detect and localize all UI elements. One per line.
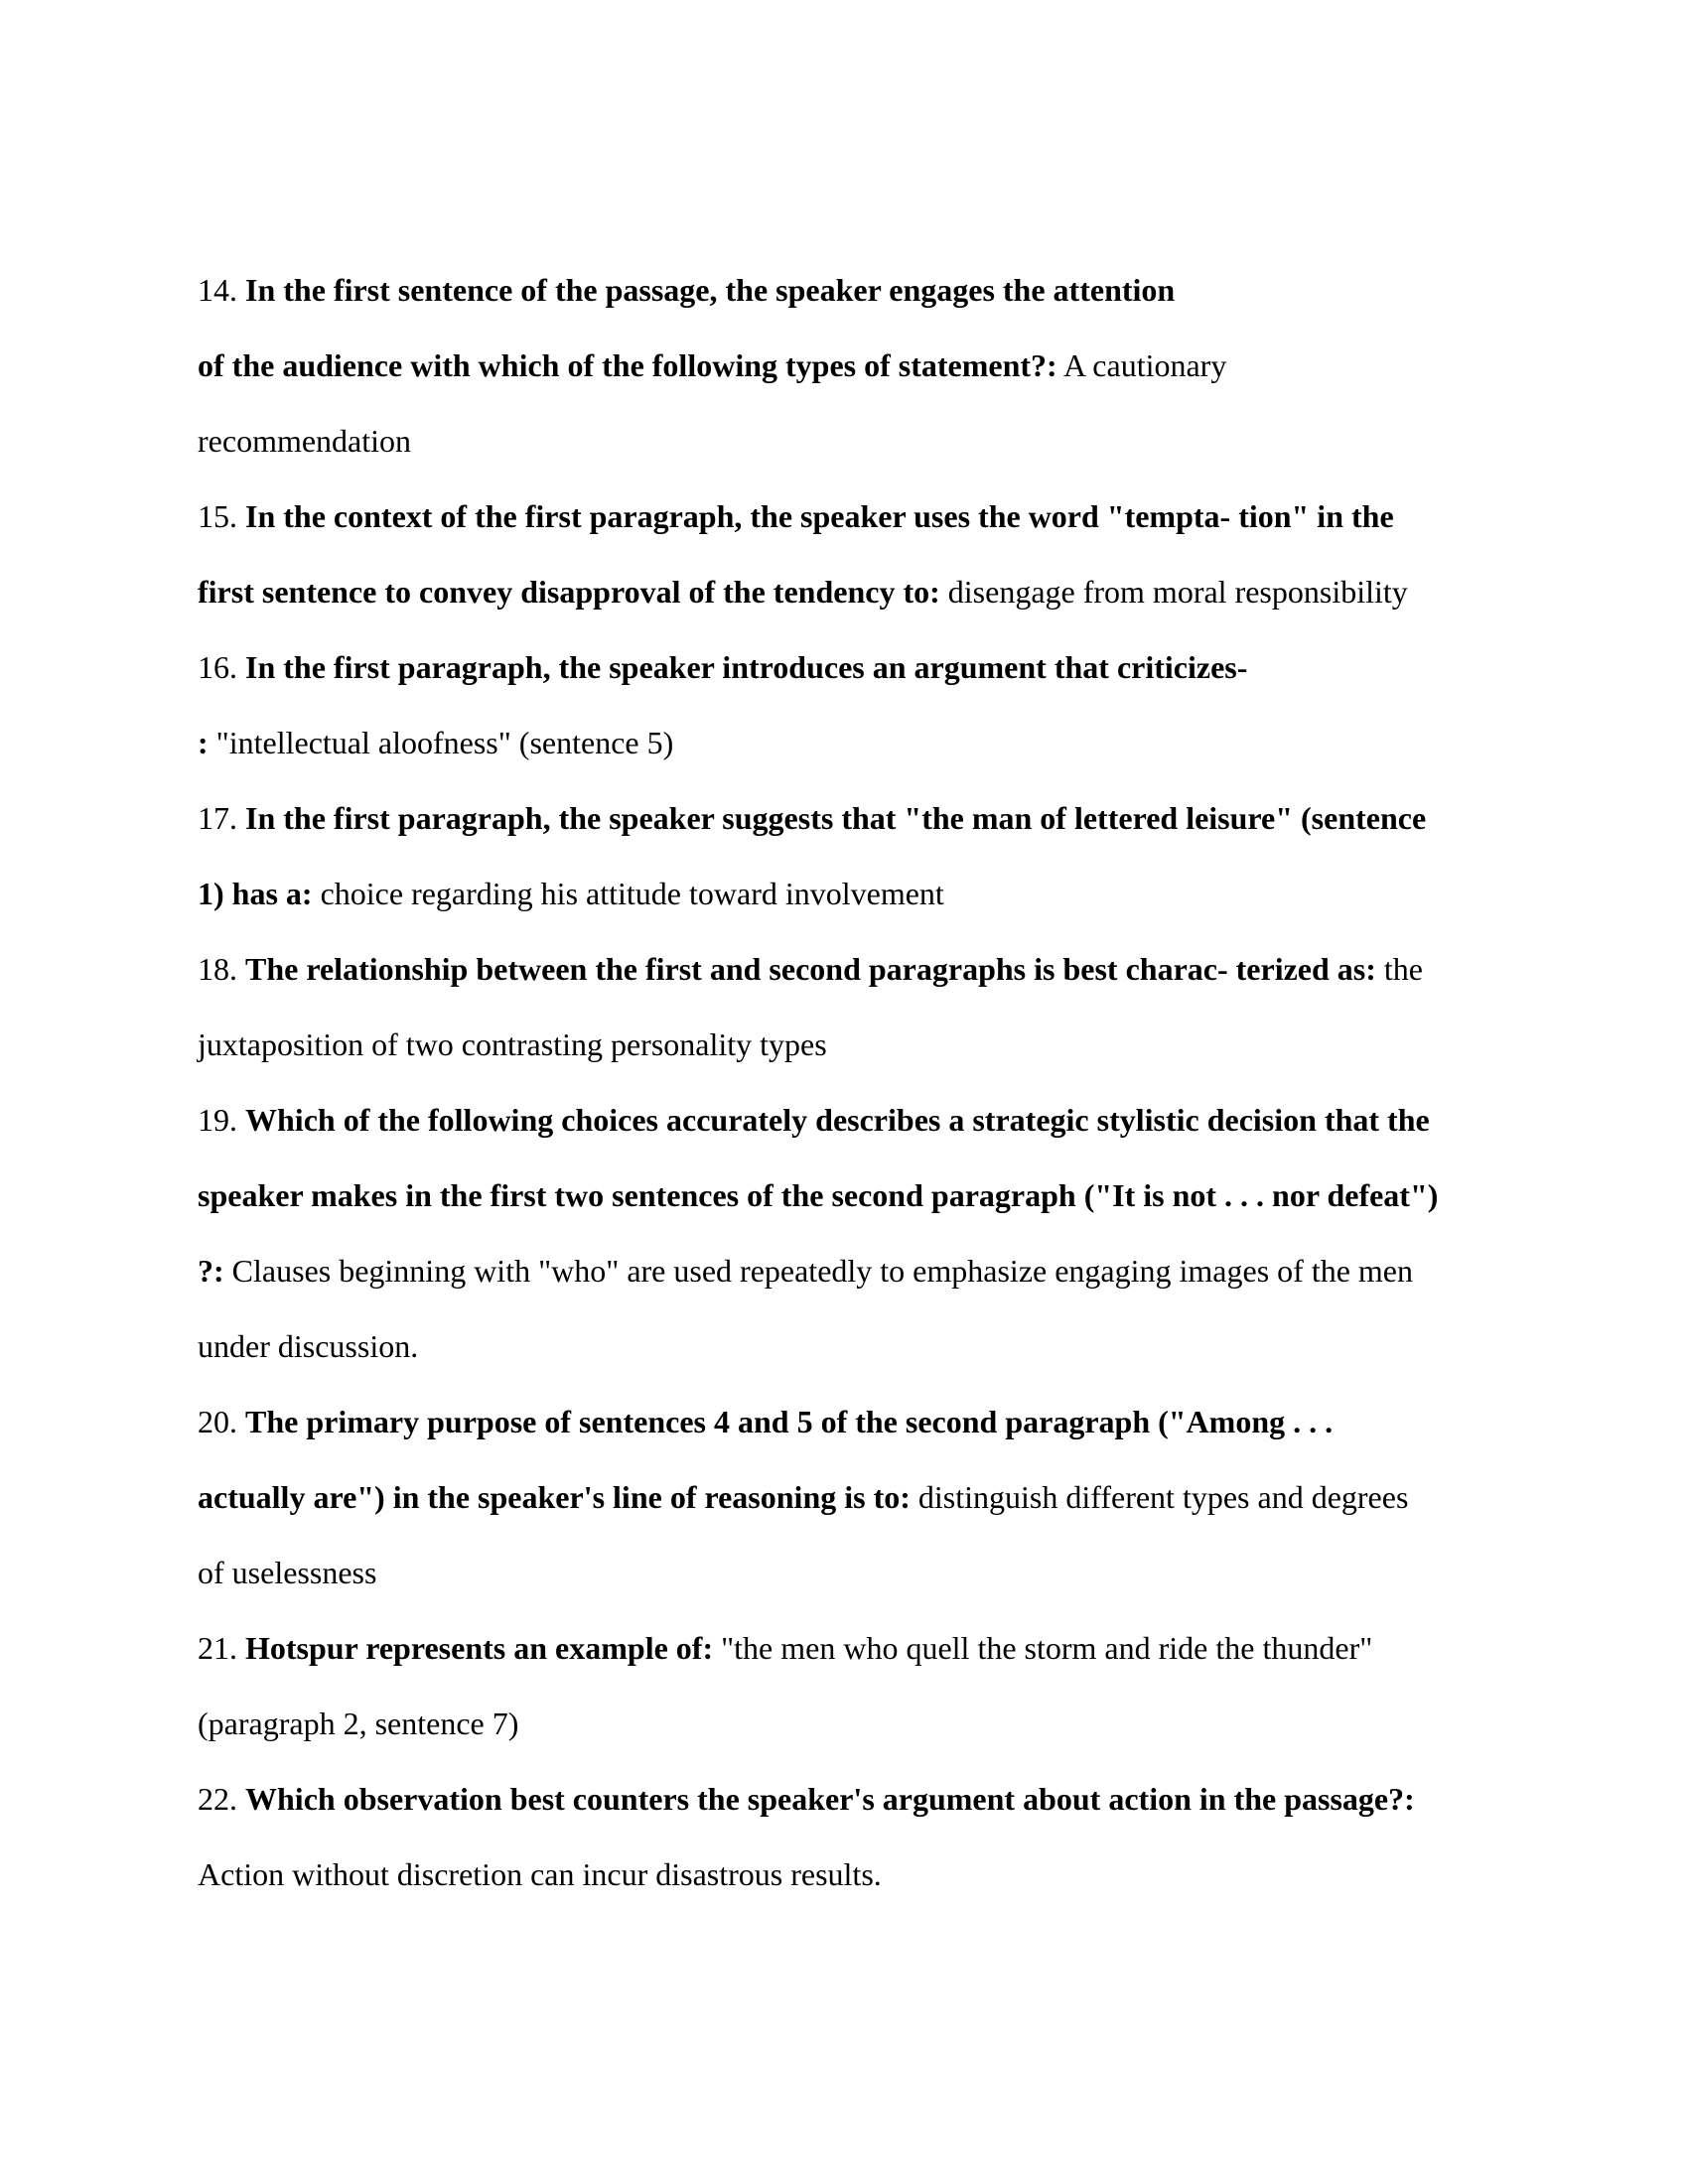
q21-question-part-1: Hotspur represents an example of: bbox=[245, 1630, 714, 1666]
q17-question-part-2: 1) has a: bbox=[198, 876, 313, 911]
q20-line-3 bbox=[198, 1553, 376, 1592]
q18-line-1 bbox=[198, 949, 1423, 989]
q22-line-2 bbox=[198, 1854, 882, 1894]
q17-question-part-1: In the first paragraph, the speaker suggests that "the man of lettered leisure" (sentence bbox=[245, 800, 1427, 836]
q16-line-2 bbox=[198, 723, 673, 762]
q20-question-part-1: The primary purpose of sentences 4 and 5 of the second paragraph ("Among . . . bbox=[245, 1404, 1334, 1439]
q19-question-part-3: ?: bbox=[198, 1253, 224, 1289]
q16-question-part-1: In the first paragraph, the speaker introduces an argument that criticizes- bbox=[245, 649, 1248, 685]
q21-number: 21. bbox=[198, 1630, 237, 1666]
q14-question-part-1: In the first sentence of the passage, the speaker engages the attention bbox=[245, 272, 1176, 308]
q16-number: 16. bbox=[198, 649, 237, 685]
q21-answer-cont: (paragraph 2, sentence 7) bbox=[198, 1706, 519, 1741]
q14-answer-cont: recommendation bbox=[198, 423, 412, 459]
q14-answer: A cautionary bbox=[1062, 347, 1227, 383]
q19-question-part-1: Which of the following choices accurately describes a strategic stylistic decision that the bbox=[245, 1102, 1430, 1138]
q20-question-part-2: actually are") in the speaker's line of reasoning is to: bbox=[198, 1479, 911, 1515]
q21-answer: "the men who quell the storm and ride the thunder" bbox=[721, 1630, 1373, 1666]
q15-question-part-1: In the context of the first paragraph, the speaker uses the word "tempta- tion" in the bbox=[245, 498, 1394, 534]
q19-answer-cont: under discussion. bbox=[198, 1328, 419, 1364]
q19-line-1 bbox=[198, 1100, 1430, 1140]
q18-question-part-1: The relationship between the first and second paragraphs is best charac- terized as: bbox=[245, 951, 1376, 987]
q22-answer-cont: Action without discretion can incur disastrous results. bbox=[198, 1856, 882, 1892]
q16-answer: "intellectual aloofness" (sentence 5) bbox=[215, 725, 674, 760]
q20-answer: distinguish different types and degrees bbox=[917, 1479, 1409, 1515]
q19-line-2 bbox=[198, 1175, 1438, 1215]
q20-line-1 bbox=[198, 1402, 1333, 1441]
q20-number: 20. bbox=[198, 1404, 237, 1439]
q16-question-part-2: : bbox=[198, 725, 209, 760]
q14-number: 14. bbox=[198, 272, 237, 308]
q15-line-2 bbox=[198, 572, 1408, 612]
q17-line-2 bbox=[198, 874, 944, 913]
q19-number: 19. bbox=[198, 1102, 237, 1138]
q17-line-1 bbox=[198, 798, 1426, 838]
q18-answer-cont: juxtaposition of two contrasting personality types bbox=[198, 1026, 827, 1062]
q17-number: 17. bbox=[198, 800, 237, 836]
q20-line-2 bbox=[198, 1477, 1408, 1517]
q14-question-part-2: of the audience with which of the following types of statement?: bbox=[198, 347, 1057, 383]
q15-question-part-2: first sentence to convey disapproval of the tendency to: bbox=[198, 574, 940, 610]
q14-line-2 bbox=[198, 345, 1226, 385]
q19-answer: Clauses beginning with "who" are used repeatedly to emphasize engaging images of the men bbox=[231, 1253, 1413, 1289]
q14-line-1 bbox=[198, 270, 1175, 310]
q15-line-1 bbox=[198, 496, 1394, 536]
q22-number: 22. bbox=[198, 1781, 237, 1817]
q18-number: 18. bbox=[198, 951, 237, 987]
q19-question-part-2: speaker makes in the first two sentences of the second paragraph ("It is not . . . nor defeat") bbox=[198, 1177, 1439, 1213]
q21-line-2 bbox=[198, 1704, 518, 1743]
q21-line-1 bbox=[198, 1628, 1372, 1668]
q19-line-4 bbox=[198, 1326, 418, 1366]
q20-answer-cont: of uselessness bbox=[198, 1555, 377, 1590]
q22-line-1 bbox=[198, 1779, 1415, 1819]
q19-line-3 bbox=[198, 1251, 1413, 1291]
q16-line-1 bbox=[198, 647, 1247, 687]
q18-line-2 bbox=[198, 1024, 827, 1064]
q22-question-part-1: Which observation best counters the speaker's argument about action in the passage?: bbox=[245, 1781, 1415, 1817]
q15-answer: disengage from moral responsibility bbox=[947, 574, 1408, 610]
q18-answer: the bbox=[1383, 951, 1423, 987]
q14-line-3 bbox=[198, 421, 411, 461]
q15-number: 15. bbox=[198, 498, 237, 534]
q17-answer: choice regarding his attitude toward involvement bbox=[320, 876, 944, 911]
